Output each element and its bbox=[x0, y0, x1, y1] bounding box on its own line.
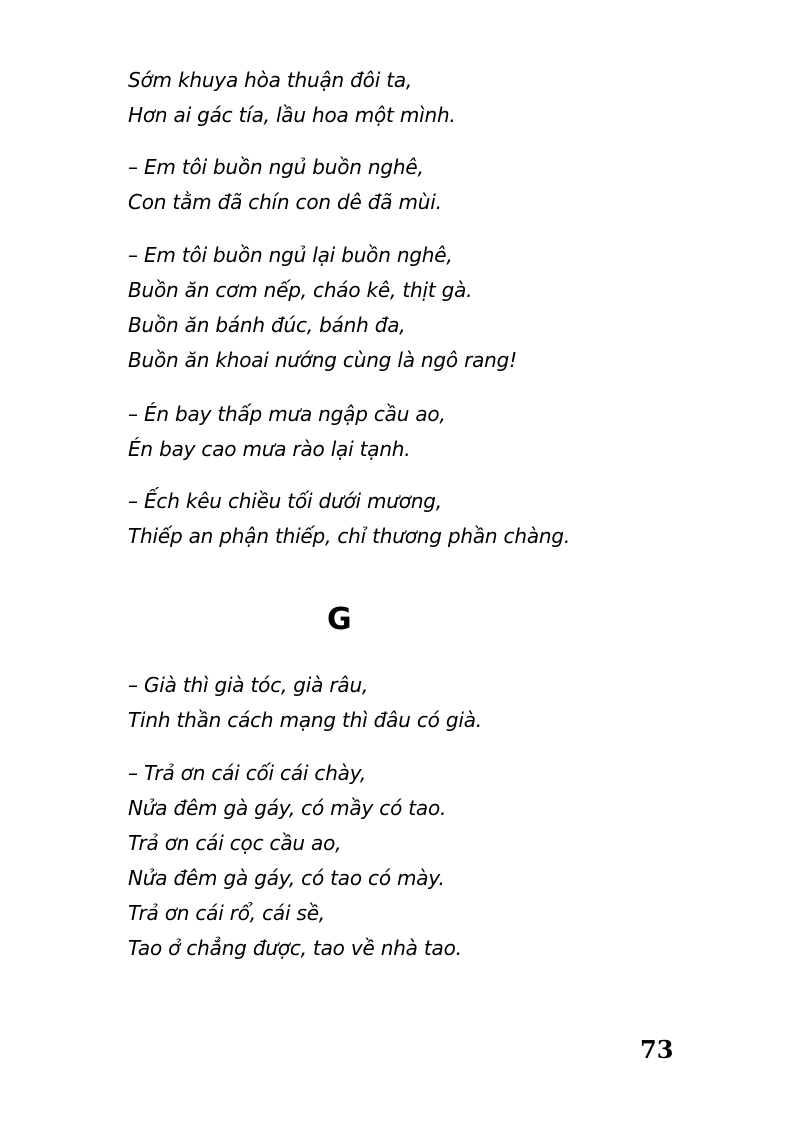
page-number: 73 bbox=[640, 1035, 674, 1064]
verse-line: – Trả ơn cái cối cái chày, bbox=[128, 761, 366, 785]
verse-line: Trả ơn cái cọc cầu ao, bbox=[128, 831, 342, 855]
verse-stanza bbox=[128, 756, 462, 966]
verse-line: – Ếch kêu chiều tối dưới mương, bbox=[128, 489, 442, 513]
verse-line: – Già thì già tóc, già râu, bbox=[128, 673, 369, 697]
verse-stanza bbox=[128, 63, 456, 133]
verse-stanza bbox=[128, 668, 482, 738]
verse-stanza bbox=[128, 484, 570, 554]
verse-line: Thiếp an phận thiếp, chỉ thương phần chàng. bbox=[128, 524, 571, 548]
verse-line: Trả ơn cái rổ, cái sề, bbox=[128, 901, 325, 925]
verse-stanza bbox=[128, 150, 442, 220]
verse-line: Tao ở chẳng được, tao về nhà tao. bbox=[128, 936, 462, 960]
verse-stanza bbox=[128, 238, 517, 378]
verse-line: Nửa đêm gà gáy, có tao có mày. bbox=[128, 866, 445, 890]
verse-line: Én bay cao mưa rào lại tạnh. bbox=[128, 437, 411, 461]
verse-line: Buồn ăn bánh đúc, bánh đa, bbox=[128, 313, 406, 337]
verse-stanza bbox=[128, 397, 446, 467]
verse-line: – Em tôi buồn ngủ lại buồn nghê, bbox=[128, 243, 453, 267]
verse-line: Sớm khuya hòa thuận đôi ta, bbox=[128, 68, 413, 92]
verse-line: Con tằm đã chín con dê đã mùi. bbox=[128, 190, 442, 214]
verse-line: – Én bay thấp mưa ngập cầu ao, bbox=[128, 402, 446, 426]
verse-line: Hơn ai gác tía, lầu hoa một mình. bbox=[128, 103, 456, 127]
verse-line: Nửa đêm gà gáy, có mầy có tao. bbox=[128, 796, 447, 820]
verse-line: Buồn ăn khoai nướng cùng là ngô rang! bbox=[128, 348, 517, 372]
section-heading: G bbox=[327, 602, 352, 637]
verse-line: Buồn ăn cơm nếp, cháo kê, thịt gà. bbox=[128, 278, 473, 302]
verse-line: Tinh thần cách mạng thì đâu có già. bbox=[128, 708, 482, 732]
verse-line: – Em tôi buồn ngủ buồn nghê, bbox=[128, 155, 424, 179]
